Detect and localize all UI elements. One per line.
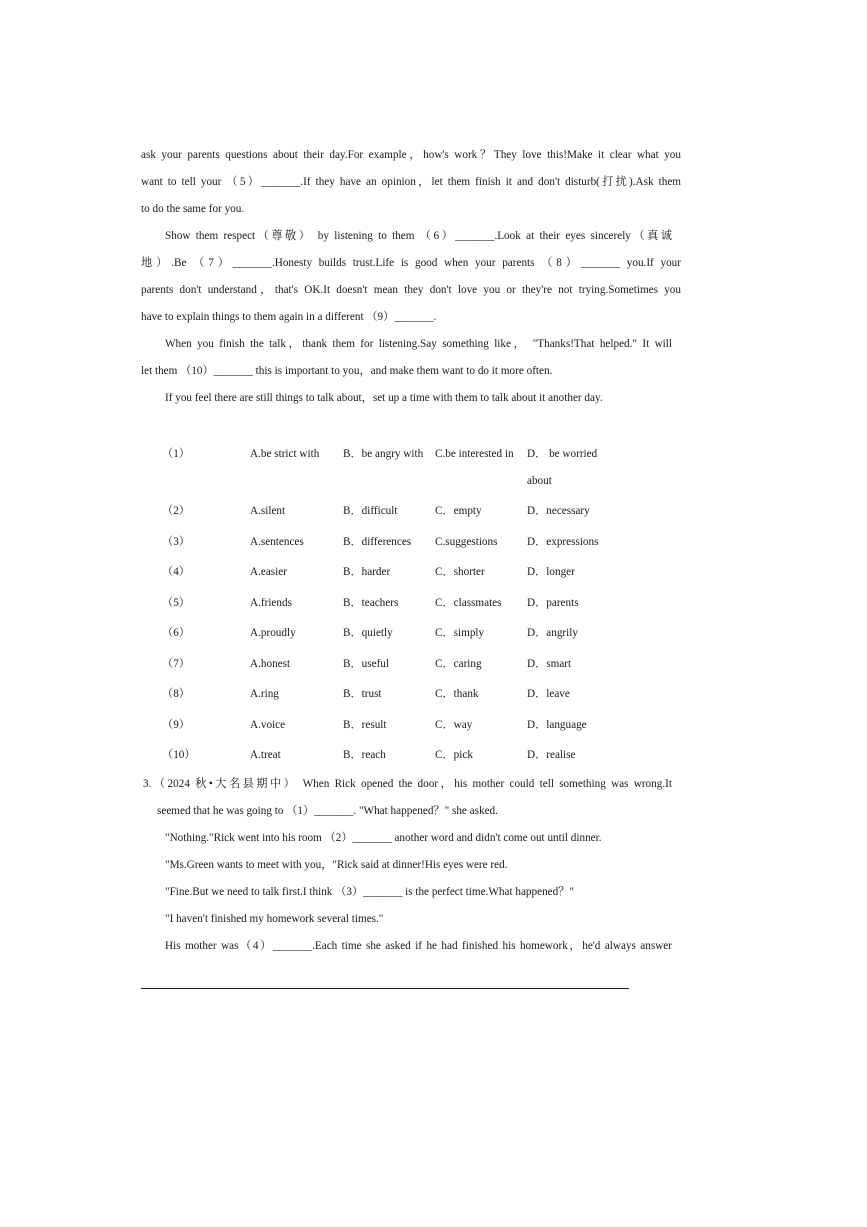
option-a[interactable]: A.voice	[250, 719, 286, 731]
footer-divider	[141, 988, 629, 989]
option-c[interactable]: C．caring	[435, 658, 482, 670]
option-d[interactable]: D．angrily	[527, 627, 578, 639]
option-d[interactable]: D．longer	[527, 566, 575, 578]
question3-line: "Ms.Green wants to meet with you，"Rick said at dinner!His eyes were red.	[165, 859, 508, 871]
passage-line: let them （10）_______ this is important to you，and make them want to do it more often.	[141, 365, 553, 377]
option-row	[0, 687, 867, 703]
option-d[interactable]: D．expressions	[527, 536, 599, 548]
question3-line: 3.（2024 秋•大名县期中） When Rick opened the door，his mother could tell something was wrong.It	[143, 778, 672, 790]
option-c[interactable]: C.be interested in	[435, 448, 514, 460]
option-b[interactable]: B．differences	[343, 536, 412, 548]
option-b[interactable]: B．teachers	[343, 597, 399, 609]
question-number: （4）	[162, 566, 190, 578]
option-row	[0, 657, 867, 673]
question-number: （5）	[162, 597, 190, 609]
option-c[interactable]: C．empty	[435, 505, 482, 517]
passage-line: Show them respect（尊敬） by listening to them （6）_______.Look at their eyes sincerely（真诚	[165, 230, 672, 242]
option-row	[0, 718, 867, 734]
option-b[interactable]: B．be angry with	[343, 448, 424, 460]
option-d[interactable]: D．realise	[527, 749, 576, 761]
question3-line: His mother was（4）_______.Each time she asked if he had finished his homework，he'd always answer	[165, 940, 672, 952]
question-number: （10）	[162, 749, 196, 761]
option-a[interactable]: A.easier	[250, 566, 287, 578]
option-c[interactable]: C．thank	[435, 688, 479, 700]
question3-line: "Nothing."Rick went into his room （2）_______ another word and didn't come out until dinner.	[165, 832, 602, 844]
passage-line: ask your parents questions about their day.For example，how's work？They love this!Make it clear what you	[141, 149, 681, 161]
option-row-continuation	[0, 474, 867, 490]
option-a[interactable]: A.honest	[250, 658, 291, 670]
option-b[interactable]: B．harder	[343, 566, 391, 578]
option-b[interactable]: B．result	[343, 719, 387, 731]
question-number: （3）	[162, 536, 190, 548]
question3-line: "Fine.But we need to talk first.I think （3）_______ is the perfect time.What happened？"	[165, 886, 574, 898]
option-d[interactable]: D．smart	[527, 658, 572, 670]
passage-line: have to explain things to them again in a different （9）_______.	[141, 311, 437, 323]
question-number: （7）	[162, 658, 190, 670]
question3-line: seemed that he was going to （1）_______. "What happened？" she asked.	[157, 805, 498, 817]
option-row	[0, 535, 867, 551]
question-number: （8）	[162, 688, 190, 700]
option-d[interactable]: D．necessary	[527, 505, 590, 517]
option-row	[0, 626, 867, 642]
passage-line: When you finish the talk，thank them for listening.Say something like， "Thanks!That helped." It will	[165, 338, 672, 350]
option-row	[0, 565, 867, 581]
option-row	[0, 596, 867, 612]
passage-line: 地）.Be （7）_______.Honesty builds trust.Life is good when your parents （8）_______ you.If your	[141, 257, 681, 269]
option-c[interactable]: C．classmates	[435, 597, 502, 609]
option-b[interactable]: B．reach	[343, 749, 386, 761]
option-a[interactable]: A.silent	[250, 505, 286, 517]
option-c[interactable]: C．pick	[435, 749, 473, 761]
passage-line: parents don't understand，that's OK.It doesn't mean they don't love you or they're not trying.Sometimes you	[141, 284, 681, 296]
option-b[interactable]: B．difficult	[343, 505, 398, 517]
passage-line: to do the same for you.	[141, 203, 245, 215]
option-row	[0, 504, 867, 520]
option-c[interactable]: C.suggestions	[435, 536, 498, 548]
option-b[interactable]: B．useful	[343, 658, 389, 670]
question-number: （9）	[162, 719, 190, 731]
passage-line: want to tell your （5）_______.If they have an opinion，let them finish it and don't disturb(打扰).Ask them	[141, 176, 681, 188]
option-d-continuation[interactable]: about	[527, 475, 552, 487]
option-d[interactable]: D．parents	[527, 597, 579, 609]
option-c[interactable]: C．simply	[435, 627, 485, 639]
question-number: （1）	[162, 448, 190, 460]
option-c[interactable]: C．way	[435, 719, 473, 731]
option-d[interactable]: D．language	[527, 719, 587, 731]
option-b[interactable]: B．quietly	[343, 627, 393, 639]
option-b[interactable]: B．trust	[343, 688, 382, 700]
question-number: （2）	[162, 505, 190, 517]
option-c[interactable]: C．shorter	[435, 566, 485, 578]
option-row	[0, 748, 867, 764]
question-number: （6）	[162, 627, 190, 639]
passage-line: If you feel there are still things to talk about，set up a time with them to talk about it another day.	[165, 392, 603, 404]
option-a[interactable]: A.sentences	[250, 536, 304, 548]
question3-line: "I haven't finished my homework several times."	[165, 913, 384, 925]
option-row	[0, 447, 867, 463]
option-a[interactable]: A.be strict with	[250, 448, 320, 460]
option-a[interactable]: A.treat	[250, 749, 281, 761]
option-a[interactable]: A.friends	[250, 597, 292, 609]
option-a[interactable]: A.ring	[250, 688, 279, 700]
option-d[interactable]: D． be worried	[527, 448, 598, 460]
option-d[interactable]: D．leave	[527, 688, 570, 700]
option-a[interactable]: A.proudly	[250, 627, 296, 639]
